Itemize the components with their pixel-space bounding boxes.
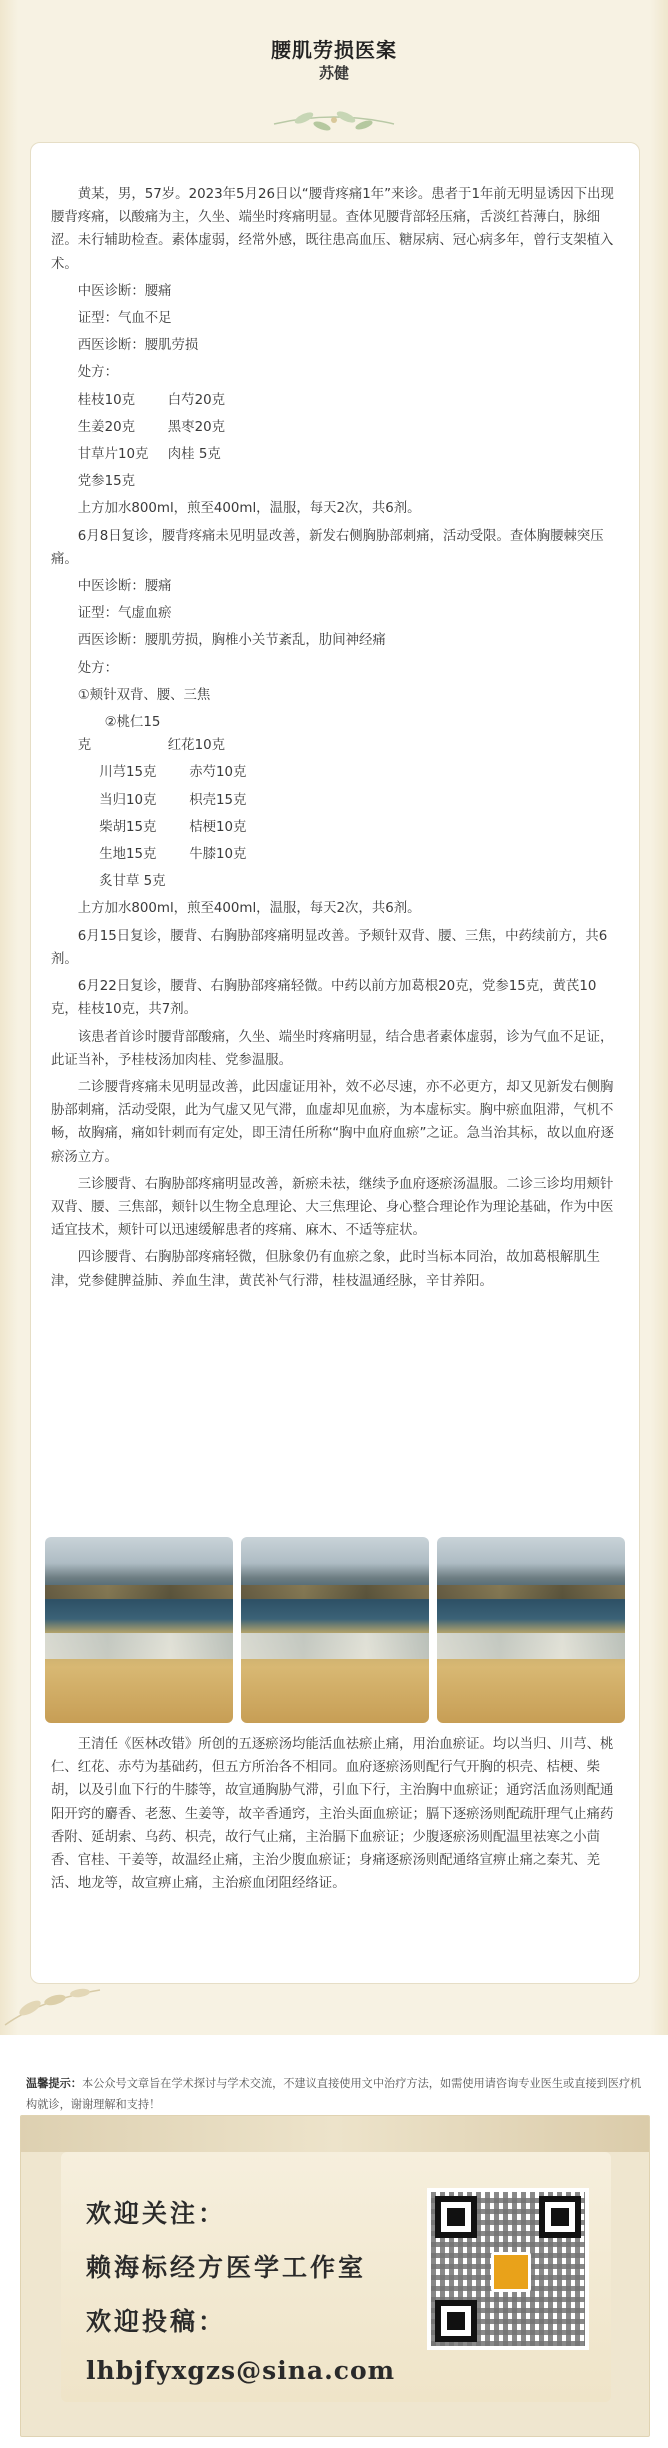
analysis-paragraph: 该患者首诊时腰背部酸痛，久坐、端坐时疼痛明显，结合患者素体虚弱，诊为气血不足证，此证当补，予桂枝汤加肉桂、党参温服。	[51, 1029, 614, 1068]
visit-2-intro: 6月8日复诊，腰背疼痛未见明显改善，新发右侧胸胁部刺痛，活动受限。查体胸腰棘突压痛。	[51, 528, 604, 567]
visit-4: 6月22日复诊，腰背、右胸胁部疼痛轻微。中药以前方加葛根20克，党参15克，黄芪10克，桂枝10克，共7剂。	[51, 979, 597, 1018]
analysis-paragraph: 三诊腰背、右胸胁部疼痛明显改善，新瘀未祛，继续予血府逐瘀汤温服。二诊三诊均用颊针双背、腰、三焦部，颊针以生物全息理论、大三焦理论、身心整合理论作为理论基础，作为中医适宜技术，颊针可以迅速缓解患者的疼痛、麻木、不适等症状。	[51, 1176, 614, 1239]
landscape-photo	[45, 1537, 233, 1723]
rx-row: 生地15克 牛膝10克	[99, 847, 247, 863]
wm-diagnosis-2: 西医诊断：腰肌劳损，胸椎小关节紊乱，肋间神经痛	[77, 633, 386, 649]
decoction-1: 上方加水800ml，煎至400ml，温服，每天2次，共6剂。	[77, 501, 421, 517]
tcm-diagnosis-2: 中医诊断：腰痛	[77, 579, 172, 595]
notice-body: 本公众号文章旨在学术探讨与学术交流，不建议直接使用文中治疗方法，如需使用请咨询专业医生或直接到医疗机构就诊，谢谢理解和支持！	[26, 2077, 642, 2111]
author-name: 苏健	[318, 64, 349, 82]
wm-diagnosis-1: 西医诊断：腰肌劳损	[77, 338, 199, 354]
rx-row: 柴胡15克 桔梗10克	[99, 819, 247, 835]
analysis-paragraph: 二诊腰背疼痛未见明显改善，此因虚证用补，效不必尽速，亦不必更方，却又见新发右侧胸胁部刺痛，活动受限，此为气虚又见气滞，血虚却见血瘀，为本虚标实。胸中瘀血阻滞，气机不畅，故胸痛，痛如针刺而有定处，即王清任所称“胸中血府血瘀”之证。急当治其标，故以血府逐瘀汤立方。	[51, 1079, 614, 1165]
notice-label: 温馨提示：	[26, 2077, 82, 2090]
landscape-photos	[45, 1537, 625, 1723]
rx-row: 当归10克 枳壳15克	[99, 792, 247, 808]
follow-banner	[20, 2115, 650, 2437]
notice-text	[26, 2073, 642, 2115]
visit-3: 6月15日复诊，腰背、右胸胁部疼痛明显改善。予颊针双背、腰、三焦，中药续前方，共6剂。	[51, 928, 608, 967]
landscape-photo	[437, 1537, 625, 1723]
syndrome-2: 证型：气虚血瘀	[77, 606, 172, 622]
banner-follow-label: 欢迎关注：	[86, 2199, 227, 2228]
closing-paragraph: 王清任《医林改错》所创的五逐瘀汤均能活血祛瘀止痛，用治血瘀证。均以当归、川芎、桃仁、红花、赤芍为基础药，但五方所治各不相同。血府逐瘀汤则配行气开胸的枳壳、桔梗、柴胡，以及引血下行的牛膝等，故宣通胸胁气滞，引血下行，主治胸中血瘀证；通窍活血汤则配通阳开窍的麝香、老葱、生姜等，故辛香通窍，主治头面血瘀证；膈下逐瘀汤则配疏肝理气止痛药香附、延胡索、乌药、枳壳，故行气止痛，主治膈下血瘀证；少腹逐瘀汤则配温里祛寒之小茴香、官桂、干姜等，故温经止痛，主治少腹血瘀证；身痛逐瘀汤则配通络宣痹止痛之秦艽、羌活、地龙等，故宣痹止痛，主治瘀血闭阻经络证。	[51, 1737, 614, 1892]
case-intro: 黄某，男，57岁。2023年5月26日以“腰背疼痛1年”来诊。患者于1年前无明显诱因下出现腰背疼痛，以酸痛为主，久坐、端坐时疼痛明显。查体见腰背部轻压痛，舌淡红苔薄白，脉细涩。未行辅助检查。素体虚弱，经常外感，既往患高血压、糖尿病、冠心病多年，曾行支架植入术。	[51, 187, 614, 272]
closing-text	[51, 1733, 619, 1895]
analysis-paragraph: 四诊腰背、右胸胁部疼痛轻微，但脉象仍有血瘀之象，此时当标本同治，故加葛根解肌生津，党参健脾益肺、养血生津，黄芪补气行滞，桂枝温通经脉，辛甘养阳。	[51, 1250, 601, 1289]
prescription-label-2: 处方：	[77, 660, 118, 676]
rx-row: 川芎15克 赤芍10克	[99, 765, 247, 781]
rx-acupuncture: ①颊针双背、腰、三焦	[77, 687, 211, 703]
banner-email[interactable]: lhbjfyxgzs@sina.com	[86, 2356, 396, 2385]
rx-row: 桂枝10克 白芍20克	[77, 392, 226, 408]
rx-row: 党参15克	[77, 474, 136, 490]
landscape-photo	[241, 1537, 429, 1723]
article-title: 腰肌劳损医案	[271, 38, 397, 62]
rx-row: ②桃仁15克 红花10克	[77, 715, 226, 754]
leaf-corner-icon	[0, 1960, 110, 2030]
rx-row: 炙甘草 5克	[99, 874, 166, 890]
syndrome-1: 证型：气血不足	[77, 311, 172, 327]
tcm-diagnosis-1: 中医诊断：腰痛	[77, 283, 172, 299]
decoction-2: 上方加水800ml，煎至400ml，温服，每天2次，共6剂。	[77, 901, 421, 917]
prescription-label-1: 处方：	[77, 365, 118, 381]
rx-row: 生姜20克 黑枣20克	[77, 419, 226, 435]
leaf-divider-icon	[264, 104, 404, 138]
rx-row: 甘草片10克 肉桂 5克	[77, 447, 221, 463]
banner-submit-label: 欢迎投稿：	[86, 2307, 227, 2336]
article-body-panel	[30, 142, 640, 1984]
banner-studio-name: 赖海标经方医学工作室	[86, 2253, 367, 2282]
qr-logo-icon	[491, 2252, 531, 2292]
case-text	[51, 183, 619, 1297]
qr-code[interactable]	[427, 2188, 589, 2350]
